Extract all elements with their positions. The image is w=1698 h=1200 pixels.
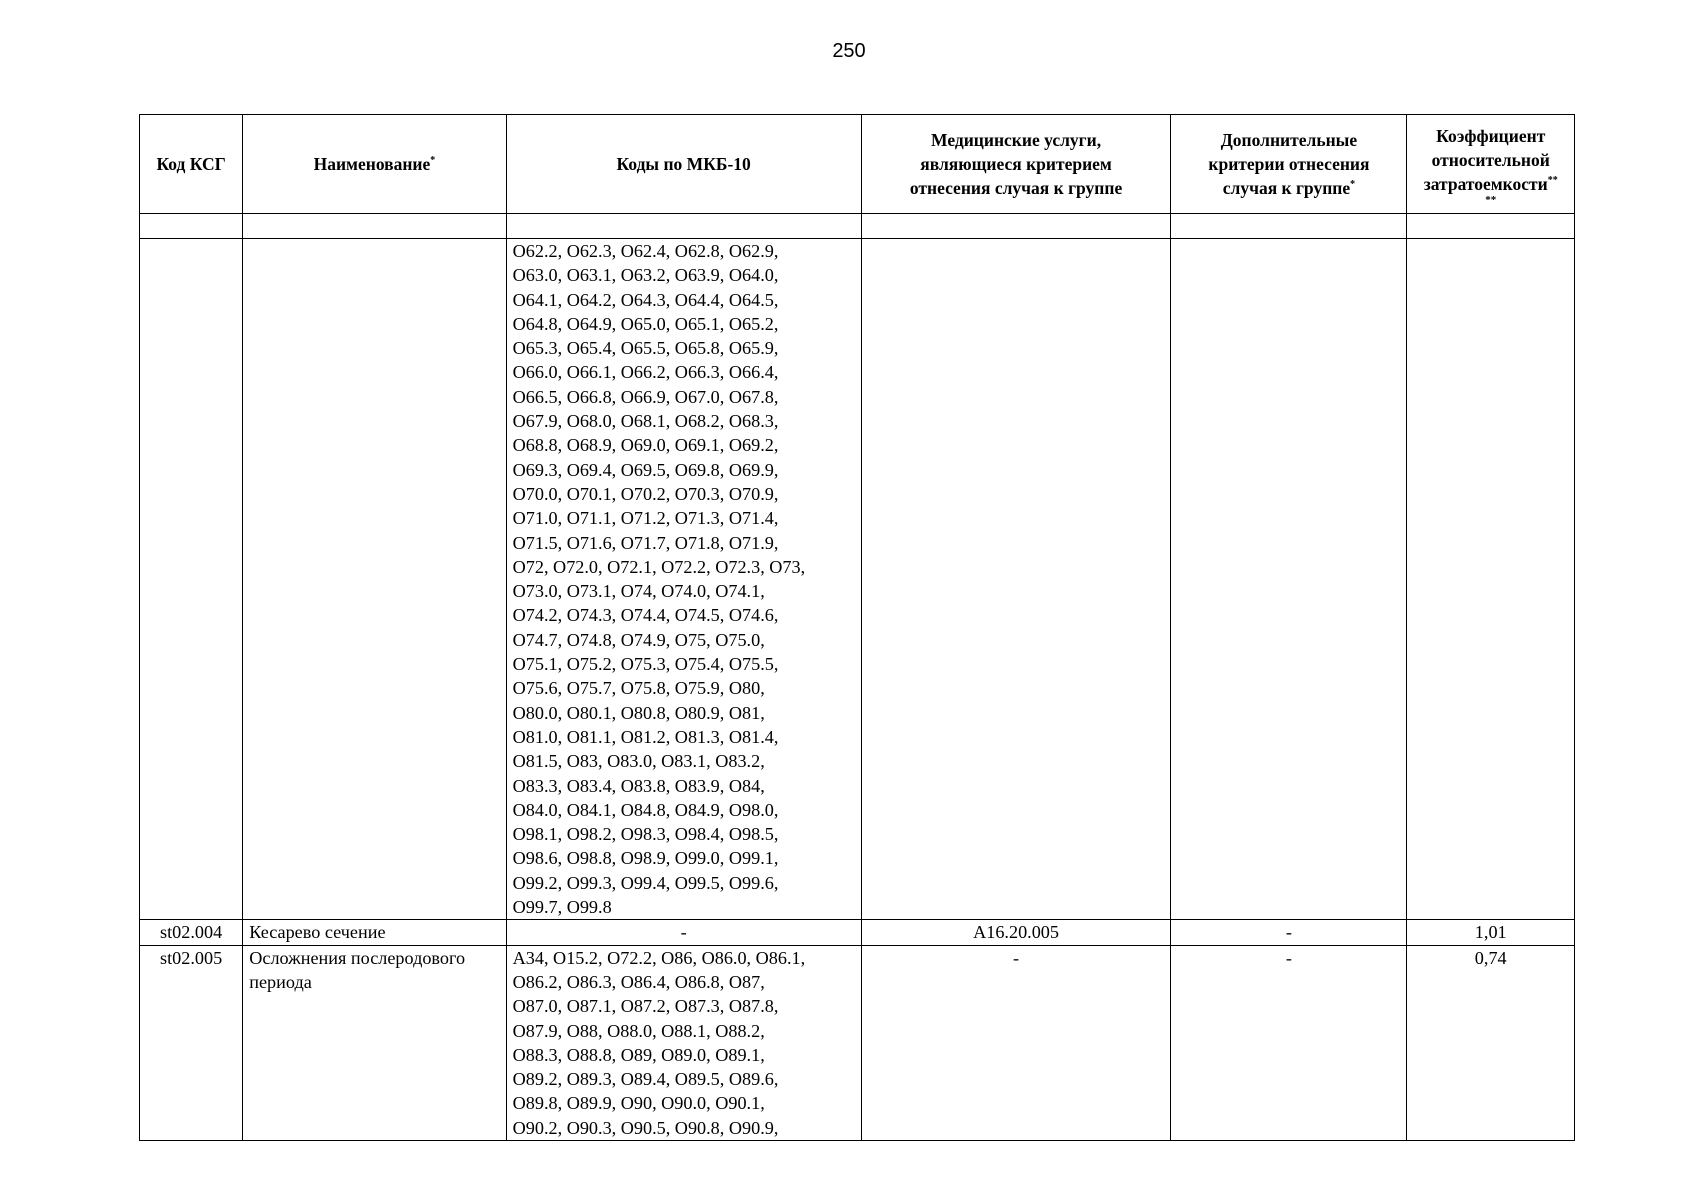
footnote-mark: ** xyxy=(1547,175,1558,187)
header-additional: Дополнительные критерии отнесения случая к группе* xyxy=(1171,115,1407,214)
cell-name xyxy=(243,239,506,920)
footnote-mark: ** xyxy=(1485,194,1497,206)
table-header-row xyxy=(140,115,1575,214)
mkb-code-line: O81.5, O83, O83.0, O83.1, O83.2, xyxy=(512,751,765,772)
cell-code: st02.005 xyxy=(140,945,243,1140)
mkb-code-line: O98.1, O98.2, O98.3, O98.4, O98.5, xyxy=(512,824,779,845)
cell-code: st02.004 xyxy=(140,920,243,945)
cell-additional: - xyxy=(1171,920,1407,945)
cell-mkb xyxy=(506,239,861,920)
header-name: Наименование* xyxy=(243,115,506,214)
cell-code xyxy=(140,239,243,920)
mkb-code-line: O63.0, O63.1, O63.2, O63.9, O64.0, xyxy=(512,265,779,286)
spacer-row xyxy=(140,214,1575,239)
mkb-code-line: A34, O15.2, O72.2, O86, O86.0, O86.1, xyxy=(512,947,806,968)
cell-additional: - xyxy=(1171,945,1407,1140)
mkb-code-line: O80.0, O80.1, O80.8, O80.9, O81, xyxy=(512,702,765,723)
mkb-code-line: O89.2, O89.3, O89.4, O89.5, O89.6, xyxy=(512,1069,779,1090)
cell-additional xyxy=(1171,239,1407,920)
mkb-code-line: O65.3, O65.4, O65.5, O65.8, O65.9, xyxy=(512,338,779,359)
mkb-code-line: O72, O72.0, O72.1, O72.2, O72.3, O73, xyxy=(512,556,806,577)
table-row xyxy=(140,945,1575,1140)
header-code: Код КСГ xyxy=(140,115,243,214)
footnote-mark: * xyxy=(430,155,436,167)
header-mkb: Коды по МКБ-10 xyxy=(506,115,861,214)
cell-mkb: - xyxy=(506,920,861,945)
mkb-code-line: O99.2, O99.3, O99.4, O99.5, O99.6, xyxy=(512,872,779,893)
ksg-table xyxy=(139,114,1575,1141)
mkb-code-line: O67.9, O68.0, O68.1, O68.2, O68.3, xyxy=(512,411,779,432)
mkb-code-line: O69.3, O69.4, O69.5, O69.8, O69.9, xyxy=(512,459,779,480)
mkb-code-line: O73.0, O73.1, O74, O74.0, O74.1, xyxy=(512,581,765,602)
mkb-code-line: O75.6, O75.7, O75.8, O75.9, O80, xyxy=(512,678,765,699)
mkb-code-line: O87.0, O87.1, O87.2, O87.3, O87.8, xyxy=(512,996,779,1017)
footnote-mark: * xyxy=(1350,179,1356,191)
cell-mkb xyxy=(506,945,861,1140)
cell-coef: 1,01 xyxy=(1407,920,1575,945)
mkb-code-line: O70.0, O70.1, O70.2, O70.3, O70.9, xyxy=(512,483,779,504)
mkb-code-line: O83.3, O83.4, O83.8, O83.9, O84, xyxy=(512,775,765,796)
cell-medical: - xyxy=(861,945,1171,1140)
mkb-code-line: O86.2, O86.3, O86.4, O86.8, O87, xyxy=(512,971,765,992)
mkb-code-line: O74.7, O74.8, O74.9, O75, O75.0, xyxy=(512,629,765,650)
cell-name: Осложнения послеродового периода xyxy=(243,945,506,1140)
cell-name: Кесарево сечение xyxy=(243,920,506,945)
mkb-code-line: O68.8, O68.9, O69.0, O69.1, O69.2, xyxy=(512,435,779,456)
mkb-code-line: O71.5, O71.6, O71.7, O71.8, O71.9, xyxy=(512,532,779,553)
mkb-code-line: O64.1, O64.2, O64.3, O64.4, O64.5, xyxy=(512,289,779,310)
cell-medical: A16.20.005 xyxy=(861,920,1171,945)
mkb-code-line: O71.0, O71.1, O71.2, O71.3, O71.4, xyxy=(512,508,779,529)
mkb-code-line: O62.2, O62.3, O62.4, O62.8, O62.9, xyxy=(512,241,779,261)
cell-medical xyxy=(861,239,1171,920)
mkb-code-line: O88.3, O88.8, O89, O89.0, O89.1, xyxy=(512,1044,765,1065)
mkb-code-line: O99.7, O99.8 xyxy=(512,897,612,918)
table-row xyxy=(140,920,1575,945)
mkb-code-line: O81.0, O81.1, O81.2, O81.3, O81.4, xyxy=(512,726,779,747)
mkb-code-line: O90.2, O90.3, O90.5, O90.8, O90.9, xyxy=(512,1117,779,1138)
table-row-continuation xyxy=(140,239,1575,920)
mkb-code-line: O84.0, O84.1, O84.8, O84.9, O98.0, xyxy=(512,799,779,820)
page-number: 250 xyxy=(832,40,866,62)
mkb-code-line: O98.6, O98.8, O98.9, O99.0, O99.1, xyxy=(512,848,779,869)
mkb-code-line: O66.0, O66.1, O66.2, O66.3, O66.4, xyxy=(512,362,779,383)
mkb-code-line: O75.1, O75.2, O75.3, O75.4, O75.5, xyxy=(512,654,779,675)
mkb-code-line: O87.9, O88, O88.0, O88.1, O88.2, xyxy=(512,1020,765,1041)
cell-coef xyxy=(1407,239,1575,920)
cell-coef: 0,74 xyxy=(1407,945,1575,1140)
header-coef: Коэффициент относительной затратоемкости** ** xyxy=(1407,115,1575,214)
mkb-code-line: O66.5, O66.8, O66.9, O67.0, O67.8, xyxy=(512,386,779,407)
mkb-code-line: O74.2, O74.3, O74.4, O74.5, O74.6, xyxy=(512,605,779,626)
header-medical: Медицинские услуги, являющиеся критерием отнесения случая к группе xyxy=(861,115,1171,214)
mkb-code-line: O64.8, O64.9, O65.0, O65.1, O65.2, xyxy=(512,313,779,334)
mkb-code-line: O89.8, O89.9, O90, O90.0, O90.1, xyxy=(512,1093,765,1114)
